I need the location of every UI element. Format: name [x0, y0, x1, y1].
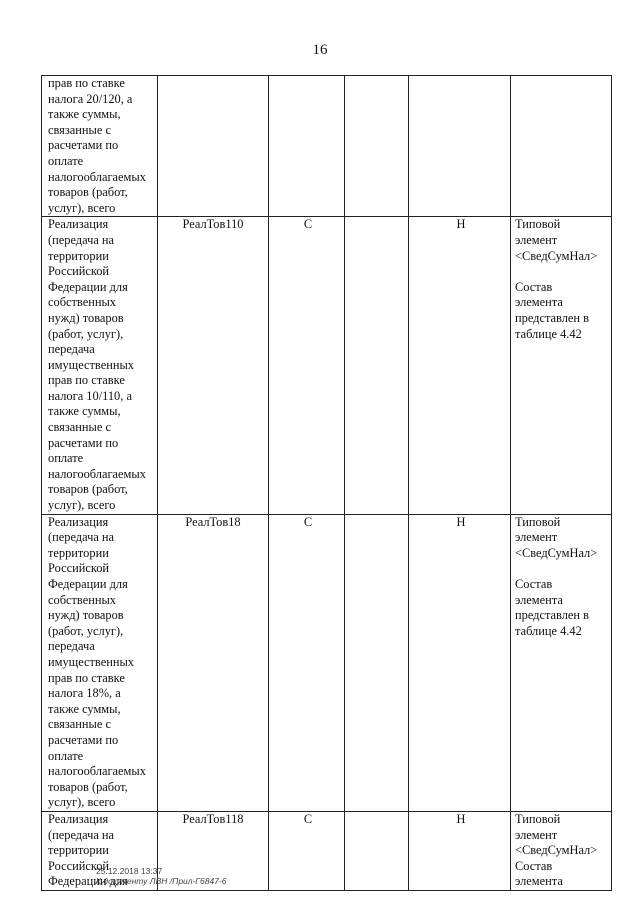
table-row	[42, 76, 612, 217]
element-format-cell	[345, 76, 409, 217]
table-row	[42, 514, 612, 811]
element-type-cell: С	[269, 217, 345, 514]
element-required-cell	[409, 76, 511, 217]
element-format-cell	[345, 514, 409, 811]
footer-stamp: К документу ЛВН /Прил-Г6847-6	[96, 876, 227, 886]
element-code-cell: РеалТов110	[158, 217, 269, 514]
element-required-cell: Н	[409, 811, 511, 890]
element-format-cell	[345, 811, 409, 890]
element-format-cell	[345, 217, 409, 514]
element-code-cell	[158, 76, 269, 217]
table-row	[42, 217, 612, 514]
element-name-cell: Реализация (передача на территории Российской Федерации для	[42, 811, 158, 890]
element-type-cell	[269, 76, 345, 217]
element-note-cell: Типовой элемент <СведСумНал> Состав элемента представлен в таблице 4.42	[511, 217, 612, 514]
element-code-cell: РеалТов18	[158, 514, 269, 811]
element-required-cell: Н	[409, 514, 511, 811]
footer-timestamp: 25.12.2018 13:37	[96, 866, 163, 876]
element-code-cell: РеалТов118	[158, 811, 269, 890]
element-type-cell: С	[269, 514, 345, 811]
elements-table	[41, 75, 612, 891]
footer	[96, 866, 226, 886]
element-type-cell: С	[269, 811, 345, 890]
element-name-cell: Реализация (передача на территории Российской Федерации для собственных нужд) товаров (работ, услуг), передача имущественных прав по ставке налога 10/110, а также суммы, связанные с расчетами по оплате налогооблагаемых товаров (работ, услуг), всего	[42, 217, 158, 514]
element-note-cell	[511, 76, 612, 217]
element-name-cell: прав по ставке налога 20/120, а также суммы, связанные с расчетами по оплате налогооблагаемых товаров (работ, услуг), всего	[42, 76, 158, 217]
element-name-cell: Реализация (передача на территории Российской Федерации для собственных нужд) товаров (работ, услуг), передача имущественных прав по ставке налога 18%, а также суммы, связанные с расчетами по оплате налогооблагаемых товаров (работ, услуг), всего	[42, 514, 158, 811]
page-number: 16	[312, 42, 328, 58]
element-required-cell: Н	[409, 217, 511, 514]
element-note-cell: Типовой элемент <СведСумНал> Состав элемента представлен в таблице 4.42	[511, 514, 612, 811]
element-note-cell: Типовой элемент <СведСумНал> Состав элемента	[511, 811, 612, 890]
